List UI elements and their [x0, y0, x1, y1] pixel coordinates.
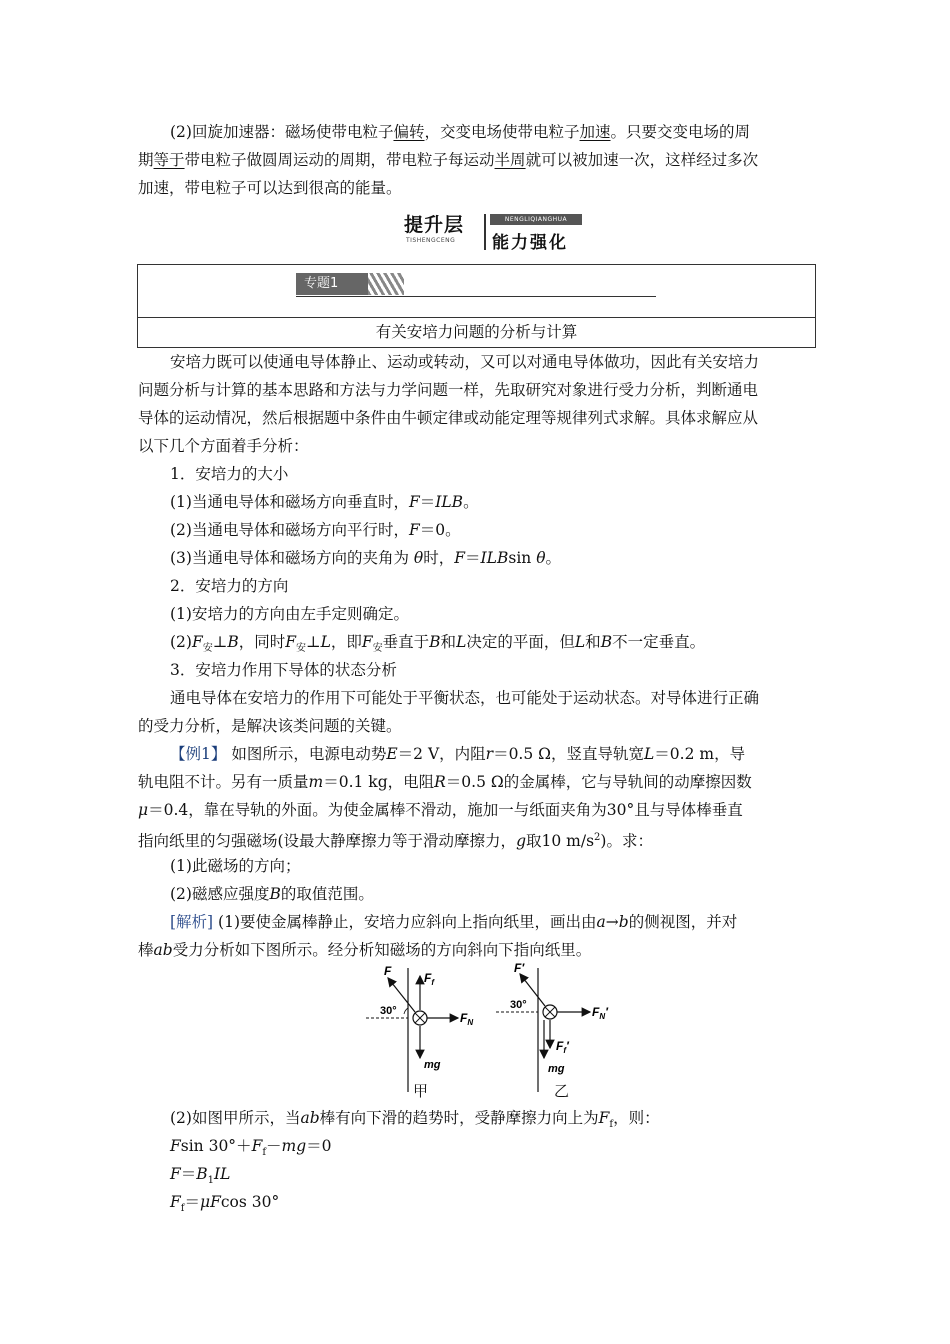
left-label-F: F — [384, 964, 392, 978]
right-label-mg: mg — [548, 1063, 565, 1075]
left-label-angle: 30° — [380, 1005, 397, 1017]
banner-title-en: TISHENGCENG — [406, 237, 456, 244]
topic-tag-underline — [296, 296, 656, 297]
topic-box — [137, 264, 816, 348]
s3-heading: 3．安培力作用下导体的状态分析 — [170, 661, 397, 679]
intro-line-4: 以下几个方面着手分析： — [138, 437, 309, 455]
analysis-line-2: 棒ab受力分析如下图所示。经分析知磁场的方向斜向下指向纸里。 — [138, 941, 592, 959]
banner-divider — [484, 214, 486, 250]
analysis-line-1: [解析] (1)要使金属棒静止，安培力应斜向上指向纸里，画出由a→b的侧视图，并对 — [170, 913, 738, 931]
s2-heading: 2．安培力的方向 — [170, 577, 289, 595]
analysis-tag: [解析] — [170, 913, 214, 931]
s1-item-3: (3)当通电导体和磁场方向的夹角为 θ时，F＝ILBsin θ。 — [170, 549, 562, 567]
force-diagrams — [358, 962, 648, 1100]
example-line-2: 轨电阻不计。另有一质量m＝0.1 kg，电阻R＝0.5 Ω的金属棒，它与导轨间的动摩擦因数 — [138, 773, 752, 791]
example-line-4: 指向纸里的匀强磁场(设最大静摩擦力等于滑动摩擦力，g取10 $m/s^2$)。求： — [138, 832, 653, 851]
topic-box-divider — [138, 317, 815, 318]
para-cyclotron-line2: 期等于带电粒子做圆周运动的周期，带电粒子每运动半周就可以被加速一次，这样经过多次 — [138, 151, 759, 169]
section-banner — [400, 210, 585, 252]
left-label-FN: $F_N$ — [460, 1011, 474, 1027]
topic-tag: 专题1 — [296, 273, 368, 295]
banner-subtitle-cn: 能力强化 — [492, 233, 568, 253]
left-label-mg: mg — [424, 1059, 441, 1071]
right-label-FN: $F_N'$ — [592, 1005, 609, 1021]
diagram-right — [496, 962, 609, 1092]
banner-title-cn: 提升层 — [404, 214, 465, 236]
intro-line-2: 问题分析与计算的基本思路和方法与力学问题一样，先取研究对象进行受力分析，判断通电 — [138, 381, 759, 399]
equation-2: $F=B_1IL$ — [170, 1165, 231, 1187]
caption-yi: 乙 — [554, 1082, 570, 1100]
topic-tag-stripes — [368, 273, 404, 295]
intro-line-3: 导体的运动情况，然后根据题中条件由牛顿定律或动能定理等规律列式求解。具体求解应从 — [138, 409, 759, 427]
topic-title: 有关安培力问题的分析与计算 — [375, 323, 578, 341]
left-label-Ff: $F_f$ — [424, 971, 435, 987]
caption-jia: 甲 — [413, 1082, 429, 1100]
example-question-2: (2)磁感应强度B的取值范围。 — [170, 885, 374, 903]
para-cyclotron-line3: 加速，带电粒子可以达到很高的能量。 — [138, 179, 402, 197]
s1-item-1: (1)当通电导体和磁场方向垂直时，F＝ILB。 — [170, 493, 479, 511]
example-tag: 【例1】 — [170, 745, 227, 763]
right-label-Ff: $F_f'$ — [556, 1039, 569, 1055]
s3-para-line1: 通电导体在安培力的作用下可能处于平衡状态，也可能处于运动状态。对导体进行正确 — [170, 689, 760, 707]
s1-heading: 1．安培力的大小 — [170, 465, 289, 483]
right-label-angle: 30° — [510, 999, 527, 1011]
example-question-1: (1)此磁场的方向； — [170, 857, 301, 875]
s1-item-2: (2)当通电导体和磁场方向平行时，F＝0。 — [170, 521, 461, 539]
s3-para-line2: 的受力分析，是解决该类问题的关键。 — [138, 717, 402, 735]
diagram-left — [366, 964, 473, 1092]
intro-line-1: 安培力既可以使通电导体静止、运动或转动，又可以对通电导体做功，因此有关安培力 — [170, 353, 760, 371]
force-diagram-svg — [358, 962, 648, 1100]
s2-item-2: $(2)F_安\perp B$，同时$F_安\perp L$，即$F_安$垂直于B和L决定的平面，但L和B不一定垂直。 — [170, 633, 706, 655]
equation-1: Fsin $30^\circ+F_f-mg=0$ — [170, 1137, 332, 1159]
example-line-3: μ＝0.4，靠在导轨的外面。为使金属棒不滑动，施加一与纸面夹角为30°且与导体棒垂直 — [138, 801, 743, 819]
equation-3: $F_f=\mu Fcos$ 30° — [170, 1193, 280, 1215]
para-cyclotron-line1: (2)回旋加速器：磁场使带电粒子偏转，交变电场使带电粒子加速。只要交变电场的周 — [170, 123, 751, 141]
part2-line-1: (2)如图甲所示，当ab棒有向下滑的趋势时，受静摩擦力向上为$F_f$，则： — [170, 1109, 660, 1131]
banner-subtitle-en: NENGLIQIANGHUA — [490, 214, 582, 225]
s2-item-1: (1)安培力的方向由左手定则确定。 — [170, 605, 409, 623]
right-label-F: F′ — [514, 962, 525, 975]
example-line-1: 【例1】 如图所示，电源电动势E＝2 V，内阻r＝0.5 Ω，竖直导轨宽L＝0.2 m，导 — [170, 745, 746, 763]
